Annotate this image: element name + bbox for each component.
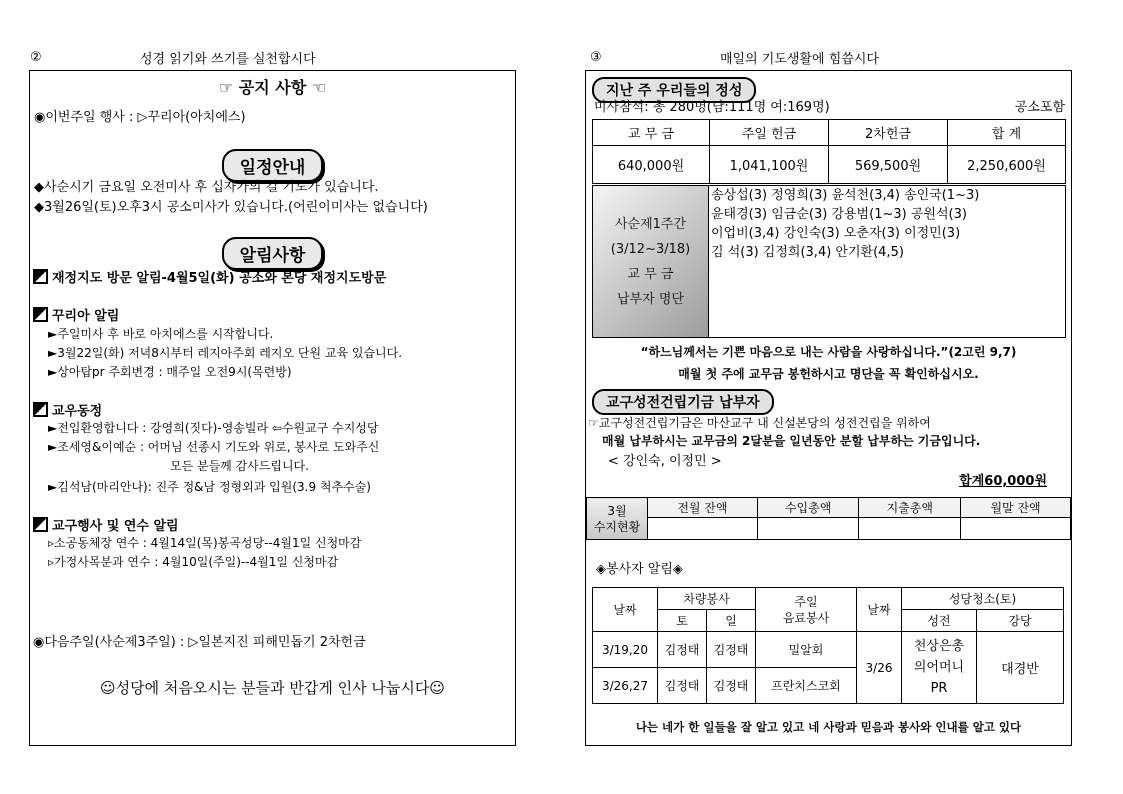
section-item: ►주일미사 후 바로 아치에스를 시작합니다. (48, 327, 274, 341)
section-heading-finance: 재정지도 방문 알림-4월5일(화) 공소와 본당 재정지도방문 (33, 269, 386, 288)
section-heading-curia: 꾸리아 알림 (33, 307, 119, 326)
balance-header: 수입총액 (757, 498, 859, 518)
schedule-item: ◆3월26일(토)오후3시 공소미사가 있습니다.(어린이미사는 없습니다) (34, 200, 428, 215)
section-item: ►전입환영합니다 : 강영희(짓다)-영송빌라 ⇦수원교구 수지성당 (48, 421, 379, 435)
left-page-number: ② (30, 50, 42, 65)
offering-header: 교 무 금 (593, 120, 710, 146)
vol-header-hall: 강당 (977, 610, 1064, 632)
volunteer-title: ◈봉사자 알림◈ (596, 562, 683, 577)
section-heading-diocese: 교구행사 및 연수 알림 (33, 517, 179, 536)
vol-header-date2: 날짜 (857, 588, 902, 632)
fund-line: 매월 납부하시는 교무금의 2달분을 일년동안 분할 납부하는 기금입니다. (602, 434, 981, 448)
fund-line: ☞교구성전건립기금은 마산교구 내 신설본당의 성전건립을 위하여 (588, 416, 931, 430)
section-heading-parishioners: 교우동정 (33, 402, 102, 421)
offering-value: 569,500원 (829, 146, 948, 184)
vol-header-sat: 토 (658, 610, 707, 632)
greeting-line: ☺성당에 처음오시는 분들과 반갑게 인사 나눕시다☺ (100, 679, 445, 697)
section-item: 모든 분들께 감사드립니다. (170, 459, 309, 473)
vol-header-sanctuary: 성전 (902, 610, 977, 632)
next-week-line: ◉다음주일(사순제3주일) : ▷일본지진 피해민돕기 2차헌금 (33, 635, 366, 650)
fund-total: 합계60,000원 (959, 474, 1047, 489)
attendance-note: 공소포함 (1014, 100, 1065, 115)
payer-line: 송상섭(3) 정영희(3) 윤석천(3,4) 송인국(1~3) (711, 188, 980, 203)
notice-title: ☞ 공지 사항 ☜ (218, 78, 327, 97)
clean-hall: 대경반 (977, 632, 1064, 704)
vol-header-drink: 주일 음료봉사 (756, 588, 857, 632)
left-header: 성경 읽기와 쓰기를 실천합시다 (140, 52, 316, 67)
vol-header-car: 차량봉사 (658, 588, 756, 610)
payer-label-line: 사순제1주간 (614, 217, 687, 232)
balance-header: 전월 잔액 (648, 498, 758, 518)
event-line: ◉이번주일 행사 : ▷꾸리아(아치에스) (34, 110, 246, 125)
fund-names: < 강인숙, 이정민 > (608, 454, 722, 469)
left-panel (29, 70, 516, 746)
payer-line: 이업비(3,4) 강인숙(3) 오춘자(3) 이정민(3) (711, 226, 961, 241)
right-header: 매일의 기도생활에 힘씁시다 (720, 52, 879, 67)
right-page-number: ③ (590, 50, 602, 65)
checkbox-square-icon (33, 269, 48, 284)
balance-cell (961, 518, 1071, 540)
section-item: ►김석남(마리안나): 진주 정&남 정형외과 입원(3.9 척추수술) (48, 480, 371, 494)
offering-value: 2,250,600원 (948, 146, 1066, 184)
attendance: 미사참석: 총 280명(남:111명 여:169명) (594, 100, 830, 115)
checkbox-square-icon (33, 402, 48, 417)
schedule-item: ◆사순시기 금요일 오전미사 후 십자가의 길 기도가 있습니다. (34, 180, 379, 195)
payer-line: 김 석(3) 김정희(3,4) 안기환(4,5) (711, 245, 904, 260)
offering-header: 주일 헌금 (710, 120, 829, 146)
payer-line: 윤태경(3) 임금순(3) 강용범(1~3) 공원석(3) (711, 207, 967, 222)
offering-value: 640,000원 (593, 146, 710, 184)
section-item: ►상아탑pr 주회변경 : 매주일 오전9시(목련방) (48, 365, 292, 379)
checkbox-square-icon (33, 307, 48, 322)
schedule-title-wrap (30, 149, 515, 182)
vol-header-clean: 성당청소(토) (902, 588, 1064, 610)
quote-sub: 매월 첫 주에 교무금 봉헌하시고 명단을 꼭 확인하십시오. (678, 367, 979, 381)
payer-label-box (592, 185, 709, 338)
vol-header-date: 날짜 (593, 588, 658, 632)
fund-title: 교구성전건립기금 납부자 (592, 389, 774, 415)
offering-header: 합 계 (948, 120, 1066, 146)
section-item: ▹가정사목분과 연수 : 4월10일(주일)--4월1일 신청마감 (48, 555, 339, 569)
balance-label: 3월 수지현황 (587, 498, 648, 540)
footer-verse: 나는 네가 한 일들을 잘 알고 있고 네 사랑과 믿음과 봉사와 인내를 알고 있다 (635, 720, 1022, 734)
offering-table (592, 119, 1066, 184)
offering-header: 2차헌금 (829, 120, 948, 146)
checkbox-square-icon (33, 517, 48, 532)
vol-date: 3/26,27 (593, 668, 658, 704)
section-item: ►조세영&이예순 : 어머님 선종시 기도와 위로, 봉사로 도와주신 (48, 440, 380, 454)
announce-title: 알림사항 (222, 237, 324, 270)
announce-title-wrap (30, 237, 515, 270)
balance-cell (859, 518, 961, 540)
vol-sun: 김정태 (707, 632, 756, 668)
vol-sat: 김정태 (658, 668, 707, 704)
quote: “하느님께서는 기쁜 마음으로 내는 사람을 사랑하십니다.”(2고린 9,7) (640, 345, 1017, 359)
vol-date: 3/19,20 (593, 632, 658, 668)
schedule-title: 일정안내 (222, 149, 324, 182)
offering-value: 1,041,100원 (710, 146, 829, 184)
balance-header: 지출총액 (859, 498, 961, 518)
volunteer-table (592, 587, 1064, 704)
vol-sat: 김정태 (658, 632, 707, 668)
section-item: ►3월22일(화) 저녁8시부터 레지아주회 레지오 단원 교육 있습니다. (48, 346, 403, 360)
clean-date: 3/26 (857, 632, 902, 704)
offering-title: 지난 주 우리들의 정성 (592, 77, 756, 103)
balance-header: 월말 잔액 (961, 498, 1071, 518)
clean-sanctuary: 천상은총 의어머니 PR (902, 632, 977, 704)
balance-cell (648, 518, 758, 540)
vol-sun: 김정태 (707, 668, 756, 704)
payer-list (708, 185, 1066, 338)
balance-cell (757, 518, 859, 540)
payer-label-line: 납부자 명단 (617, 292, 684, 307)
vol-header-sun: 일 (707, 610, 756, 632)
section-item: ▹소공동체장 연수 : 4월14일(목)봉곡성당--4월1일 신청마감 (48, 536, 362, 550)
fund-title-wrap (592, 389, 774, 415)
balance-table (586, 497, 1071, 540)
payer-label-line: 교 무 금 (627, 267, 674, 282)
right-panel (585, 70, 1072, 746)
vol-drink: 밀알회 (756, 632, 857, 668)
vol-drink: 프란치스코회 (756, 668, 857, 704)
payer-label-line: (3/12~3/18) (610, 242, 691, 257)
